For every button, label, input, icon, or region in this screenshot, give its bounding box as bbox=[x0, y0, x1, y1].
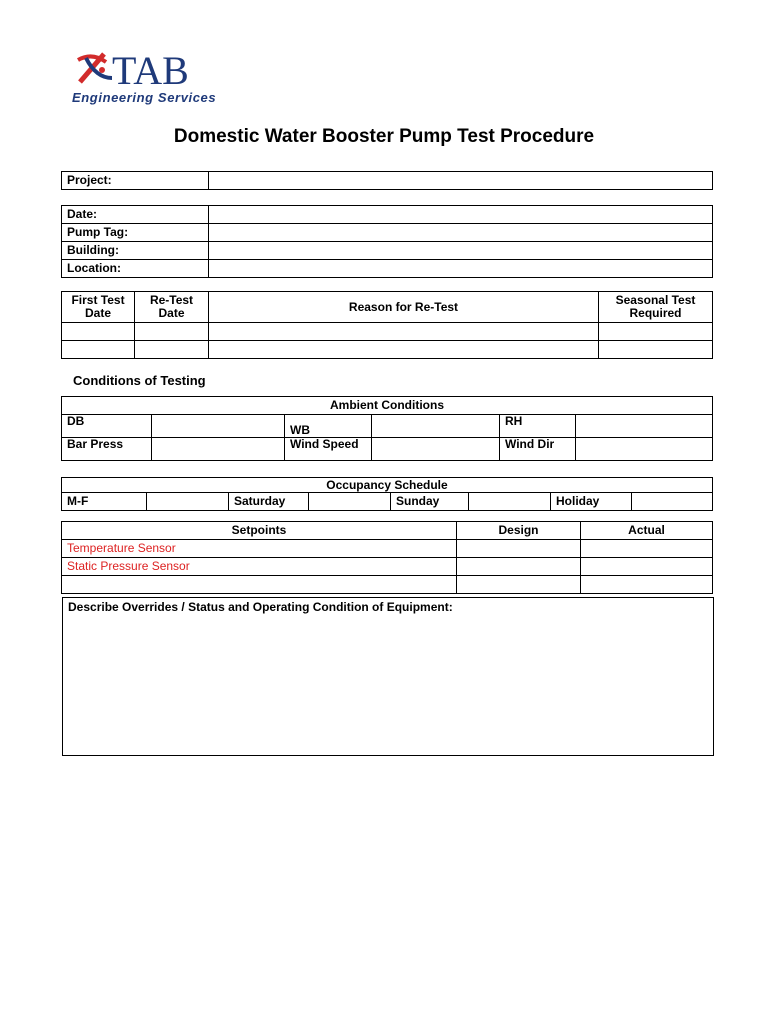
mf-field[interactable] bbox=[147, 493, 229, 511]
seasonal-test-header bbox=[599, 292, 713, 323]
building-field[interactable] bbox=[209, 242, 713, 260]
retest-table bbox=[61, 291, 713, 359]
date-label: Date: bbox=[62, 206, 209, 224]
seasonal-required-cell[interactable] bbox=[599, 341, 713, 359]
holiday-field[interactable] bbox=[632, 493, 713, 511]
setpoints-header: Setpoints bbox=[62, 522, 457, 540]
ambient-conditions-table bbox=[61, 396, 713, 461]
actual-header: Actual bbox=[581, 522, 713, 540]
reason-cell[interactable] bbox=[209, 341, 599, 359]
seasonal-test-line2: Required bbox=[629, 306, 682, 320]
wb-label: WB bbox=[285, 415, 372, 438]
info-table bbox=[61, 205, 713, 278]
occupancy-schedule-table bbox=[61, 477, 713, 511]
setpoint-blank-design[interactable] bbox=[457, 576, 581, 594]
retest-date-cell[interactable] bbox=[135, 323, 209, 341]
setpoints-table bbox=[61, 521, 713, 594]
setpoint-blank-actual[interactable] bbox=[581, 576, 713, 594]
temperature-design-field[interactable] bbox=[457, 540, 581, 558]
retest-date-line2: Date bbox=[158, 306, 185, 320]
db-label: DB bbox=[62, 415, 152, 438]
tab-logo-mark bbox=[72, 48, 242, 90]
sunday-field[interactable] bbox=[469, 493, 551, 511]
first-test-date-line1: First Test bbox=[71, 293, 125, 307]
setpoint-blank-label[interactable] bbox=[62, 576, 457, 594]
reason-for-retest-header: Reason for Re-Test bbox=[209, 292, 599, 323]
design-header: Design bbox=[457, 522, 581, 540]
first-test-date-line2: Date bbox=[84, 306, 111, 320]
logo-name: TAB bbox=[112, 48, 189, 90]
mf-label: M-F bbox=[62, 493, 147, 511]
wind-dir-field[interactable] bbox=[576, 438, 713, 461]
wb-field[interactable] bbox=[372, 415, 500, 438]
db-field[interactable] bbox=[152, 415, 285, 438]
overrides-label: Describe Overrides / Status and Operating Condition of Equipment: bbox=[68, 600, 453, 614]
location-field[interactable] bbox=[209, 260, 713, 278]
retest-date-header bbox=[135, 292, 209, 323]
bar-press-label: Bar Press bbox=[62, 438, 152, 461]
location-label: Location: bbox=[62, 260, 209, 278]
static-pressure-actual-field[interactable] bbox=[581, 558, 713, 576]
project-field[interactable] bbox=[209, 172, 713, 190]
building-label: Building: bbox=[62, 242, 209, 260]
temperature-actual-field[interactable] bbox=[581, 540, 713, 558]
ambient-title: Ambient Conditions bbox=[62, 397, 713, 415]
first-test-date-header bbox=[62, 292, 135, 323]
occupancy-title: Occupancy Schedule bbox=[62, 478, 713, 493]
first-test-date-cell[interactable] bbox=[62, 323, 135, 341]
pump-tag-label: Pump Tag: bbox=[62, 224, 209, 242]
wind-speed-field[interactable] bbox=[372, 438, 500, 461]
seasonal-test-line1: Seasonal Test bbox=[615, 293, 696, 307]
retest-date-cell[interactable] bbox=[135, 341, 209, 359]
project-label: Project: bbox=[62, 172, 209, 190]
rh-field[interactable] bbox=[576, 415, 713, 438]
rh-label: RH bbox=[500, 415, 576, 438]
logo-subtitle: Engineering Services bbox=[72, 90, 217, 105]
saturday-label: Saturday bbox=[229, 493, 309, 511]
reason-cell[interactable] bbox=[209, 323, 599, 341]
retest-date-line1: Re-Test bbox=[149, 293, 194, 307]
bar-press-field[interactable] bbox=[152, 438, 285, 461]
wind-speed-label: Wind Speed bbox=[285, 438, 372, 461]
holiday-label: Holiday bbox=[551, 493, 632, 511]
pump-tag-field[interactable] bbox=[209, 224, 713, 242]
overrides-box[interactable] bbox=[62, 597, 714, 756]
static-pressure-sensor-label: Static Pressure Sensor bbox=[62, 558, 457, 576]
sunday-label: Sunday bbox=[391, 493, 469, 511]
first-test-date-cell[interactable] bbox=[62, 341, 135, 359]
project-table bbox=[61, 171, 713, 190]
saturday-field[interactable] bbox=[309, 493, 391, 511]
date-field[interactable] bbox=[209, 206, 713, 224]
company-logo bbox=[72, 48, 242, 108]
temperature-sensor-label: Temperature Sensor bbox=[62, 540, 457, 558]
wind-dir-label: Wind Dir bbox=[500, 438, 576, 461]
static-pressure-design-field[interactable] bbox=[457, 558, 581, 576]
conditions-heading: Conditions of Testing bbox=[73, 373, 206, 388]
seasonal-required-cell[interactable] bbox=[599, 323, 713, 341]
page-title: Domestic Water Booster Pump Test Procedure bbox=[173, 126, 595, 147]
